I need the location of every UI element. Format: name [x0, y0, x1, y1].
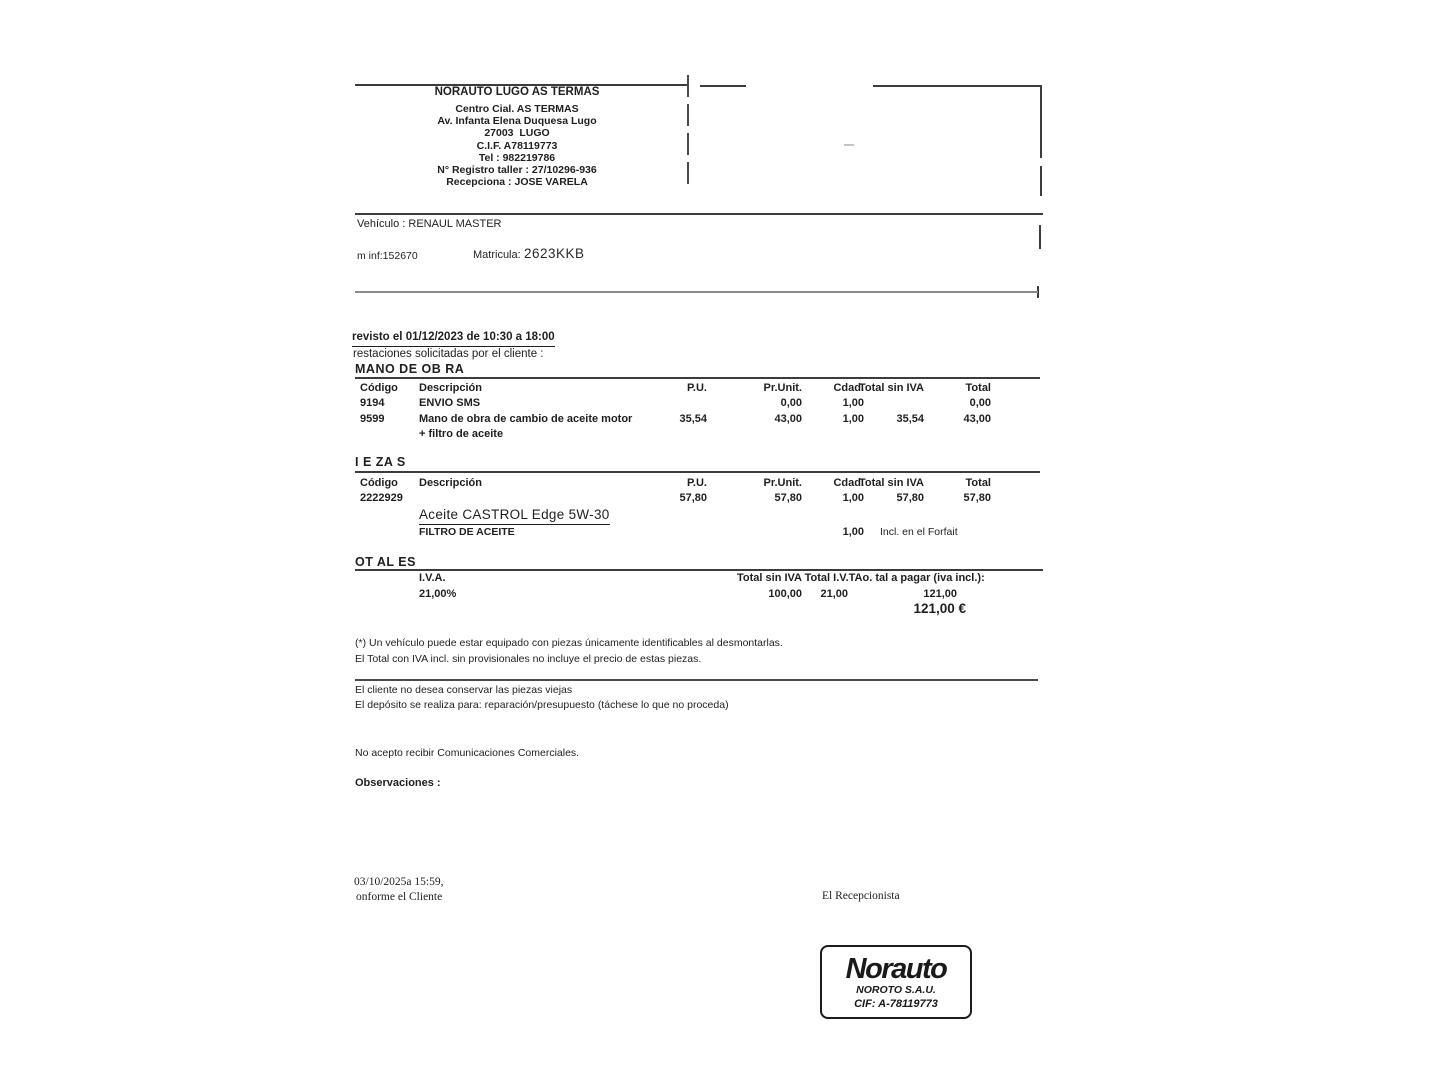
totals-columns-header: Total sin IVA Total I.V.TAo. tal a pagar (iva incl.): — [737, 572, 985, 584]
order-reference: m inf:152670 — [357, 250, 418, 262]
header-cif-line: C.I.F. A78119773 — [476, 139, 558, 152]
table-cell-descripcion: FILTRO DE ACEITE — [419, 526, 515, 538]
header-receptionist-line: Recepciona : JOSE VARELA — [446, 176, 588, 189]
table-cell-descripcion-cont: + filtro de aceite — [419, 428, 504, 440]
note-commercial-comms: No acepto recibir Comunicaciones Comerciales. — [355, 747, 580, 759]
divider — [355, 679, 1038, 681]
table-cell-included-note: Incl. en el Forfait — [880, 526, 958, 538]
header-address-line: 27003 LUGO — [484, 127, 550, 140]
header-address-line: Centro Cial. AS TERMAS — [455, 103, 579, 115]
table-cell-total: 43,00 — [963, 413, 991, 425]
grand-total-row — [0, 601, 1440, 616]
divider — [1040, 85, 1042, 158]
column-header-codigo: Código — [360, 477, 398, 489]
table-cell-codigo: 9194 — [360, 397, 385, 409]
client-request-line: restaciones solicitadas por el cliente : — [353, 348, 544, 360]
store-name: NORAUTO LUGO AS TERMAS — [434, 86, 600, 98]
divider — [1040, 166, 1042, 196]
footer-datetime: 03/10/2025a 15:59, — [354, 876, 444, 888]
header-registry-line: N° Registro taller : 27/10296-936 — [437, 164, 597, 177]
column-header-prunit: Pr.Unit. — [763, 382, 802, 394]
divider — [355, 377, 1040, 379]
product-name: Aceite CASTROL Edge 5W-30 — [419, 507, 610, 525]
parts-section-title: I E ZA S — [355, 455, 406, 469]
iva-label: I.V.A. — [419, 572, 446, 584]
column-header-total: Total — [965, 382, 991, 394]
column-header-pu: P.U. — [687, 477, 707, 489]
table-cell-prunit: 0,00 — [780, 397, 802, 409]
divider — [700, 85, 746, 87]
header-block — [357, 86, 677, 188]
divider — [355, 213, 1043, 215]
vehicle-line: Vehículo : RENAUL MASTER — [357, 218, 502, 230]
labor-table-row-continuation — [0, 428, 1440, 443]
column-header-cdad: Cdad. — [833, 382, 864, 394]
note-deposit-purpose: El depósito se realiza para: reparación/presupuesto (táchese lo que no proceda) — [355, 699, 729, 711]
scan-smudge — [844, 144, 854, 146]
client-signature-label: onforme el Cliente — [356, 891, 443, 903]
divider — [355, 471, 1040, 473]
total-a-pagar-value: 121,00 — [923, 588, 957, 600]
header-address-line: Av. Infanta Elena Duquesa Lugo — [437, 115, 597, 128]
table-cell-total-sin-iva: 35,54 — [896, 413, 924, 425]
column-header-total: Total — [965, 477, 991, 489]
note-pieces-disclaimer-2: El Total con IVA incl. sin provisionales no incluye el precio de estas piezas. — [355, 653, 702, 665]
parts-table-header-row — [0, 477, 1440, 492]
table-cell-total: 0,00 — [969, 397, 991, 409]
table-cell-codigo: 9599 — [360, 413, 385, 425]
stamp-company-name: NOROTO S.A.U. — [856, 983, 936, 996]
divider — [873, 85, 1040, 87]
table-cell-prunit: 43,00 — [774, 413, 802, 425]
norauto-logo: Norauto — [845, 952, 947, 985]
divider — [1039, 225, 1041, 249]
plate-value: 2623KKB — [524, 246, 585, 261]
labor-table-row — [0, 413, 1440, 428]
totals-section-title: OT AL ES — [355, 555, 416, 569]
table-cell-total: 57,80 — [963, 492, 991, 504]
table-cell-cdad: 1,00 — [842, 397, 864, 409]
table-cell-cdad: 1,00 — [842, 526, 864, 538]
table-cell-descripcion: ENVIO SMS — [419, 397, 481, 409]
company-stamp — [820, 945, 972, 1019]
header-phone-line: Tel : 982219786 — [478, 151, 556, 164]
table-cell-cdad: 1,00 — [842, 413, 864, 425]
divider — [355, 291, 1038, 293]
column-header-total-sin-iva: Total sin IVA — [859, 382, 924, 394]
column-header-total-sin-iva: Total sin IVA — [859, 477, 924, 489]
divider — [355, 569, 1043, 571]
total-sin-iva-value: 100,00 — [768, 588, 802, 600]
parts-filter-row — [0, 526, 1440, 541]
iva-rate: 21,00% — [419, 588, 457, 600]
receptionist-signature-label: El Recepcionista — [822, 890, 900, 902]
table-cell-codigo: 2222929 — [360, 492, 403, 504]
stamp-cif: CIF: A-78119773 — [854, 997, 938, 1010]
column-header-codigo: Código — [360, 382, 398, 394]
observations-label: Observaciones : — [355, 777, 441, 789]
appointment-schedule-line: revisto el 01/12/2023 de 10:30 a 18:00 — [352, 331, 555, 347]
table-cell-total-sin-iva: 57,80 — [896, 492, 924, 504]
column-header-prunit: Pr.Unit. — [763, 477, 802, 489]
table-cell-prunit: 57,80 — [774, 492, 802, 504]
note-keep-old-parts: El cliente no desea conservar las piezas viejas — [355, 684, 573, 696]
labor-section-title: MANO DE OB RA — [355, 362, 465, 376]
divider — [687, 75, 689, 188]
table-cell-cdad: 1,00 — [842, 492, 864, 504]
grand-total-value: 121,00 € — [913, 601, 966, 616]
totals-header-row — [0, 572, 1440, 587]
table-cell-pu: 57,80 — [679, 492, 707, 504]
plate-label: Matricula: — [473, 249, 521, 261]
note-pieces-disclaimer-1: (*) Un vehículo puede estar equipado con piezas únicamente identificables al desmontarlas. — [355, 637, 783, 649]
labor-table-row — [0, 397, 1440, 412]
parts-table-row — [0, 492, 1440, 507]
column-header-cdad: Cdad. — [833, 477, 864, 489]
table-cell-pu: 35,54 — [679, 413, 707, 425]
column-header-pu: P.U. — [687, 382, 707, 394]
table-cell-descripcion: Mano de obra de cambio de aceite motor — [419, 413, 633, 425]
labor-table-header-row — [0, 382, 1440, 397]
iva-amount-value: 21,00 — [820, 588, 848, 600]
column-header-descripcion: Descripción — [419, 477, 482, 489]
column-header-descripcion: Descripción — [419, 382, 482, 394]
